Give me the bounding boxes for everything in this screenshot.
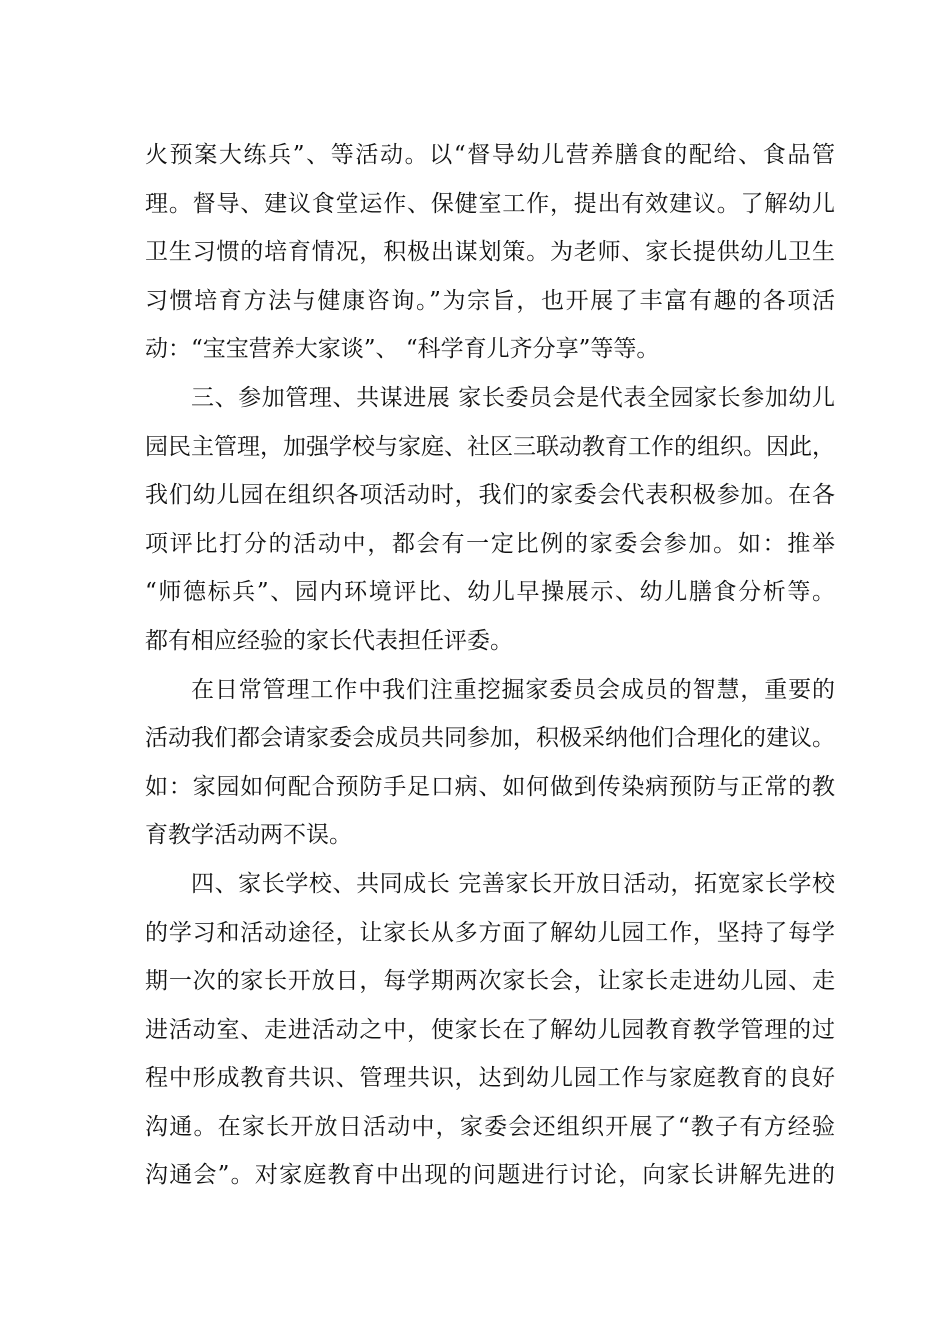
text-line: 育教学活动两不误。	[145, 822, 352, 849]
section-heading-line: 四、家长学校、共同成长 完善家长开放日活动，拓宽家长学校	[191, 870, 835, 897]
text-line: 活动我们都会请家委会成员共同参加，积极采纳他们合理化的建议。	[145, 725, 835, 752]
text-line: 火预案大练兵”、等活动。以“督导幼儿营养膳食的配给、食品管	[145, 142, 835, 168]
text-line: 项评比打分的活动中，都会有一定比例的家委会参加。如：推举	[145, 530, 835, 557]
text-line: 理。督导、建议食堂运作、保健室工作，提出有效建议。了解幼儿	[145, 190, 835, 217]
body-text	[145, 131, 835, 1200]
paragraph-first-line: 在日常管理工作中我们注重挖掘家委员会成员的智慧，重要的	[191, 676, 835, 703]
text-line: 的学习和活动途径，让家长从多方面了解幼儿园工作，坚持了每学	[145, 919, 835, 946]
section-heading-line: 三、参加管理、共谋进展 家长委员会是代表全园家长参加幼儿	[191, 384, 835, 411]
text-line: 园民主管理，加强学校与家庭、社区三联动教育工作的组织。因此，	[145, 433, 835, 460]
text-line: “师德标兵”、园内环境评比、幼儿早操展示、幼儿膳食分析等。	[145, 579, 835, 606]
text-line: 沟通会”。对家庭教育中出现的问题进行讨论，向家长讲解先进的	[145, 1162, 835, 1189]
text-line: 我们幼儿园在组织各项活动时，我们的家委会代表积极参加。在各	[145, 482, 835, 509]
text-line: 进活动室、走进活动之中，使家长在了解幼儿园教育教学管理的过	[145, 1016, 835, 1043]
text-line: 都有相应经验的家长代表担任评委。	[145, 627, 513, 654]
text-line: 沟通。在家长开放日活动中，家委会还组织开展了“教子有方经验	[145, 1113, 835, 1140]
text-line: 如：家园如何配合预防手足口病、如何做到传染病预防与正常的教	[145, 773, 835, 800]
text-line: 期一次的家长开放日，每学期两次家长会，让家长走进幼儿园、走	[145, 968, 835, 995]
text-line: 程中形成教育共识、管理共识，达到幼儿园工作与家庭教育的良好	[145, 1065, 835, 1092]
text-line: 卫生习惯的培育情况，积极出谋划策。为老师、家长提供幼儿卫生	[145, 239, 835, 266]
text-line: 习惯培育方法与健康咨询。”为宗旨，也开展了丰富有趣的各项活	[145, 287, 835, 314]
text-line: 动：“宝宝营养大家谈”、 “科学育儿齐分享”等等。	[145, 336, 660, 363]
